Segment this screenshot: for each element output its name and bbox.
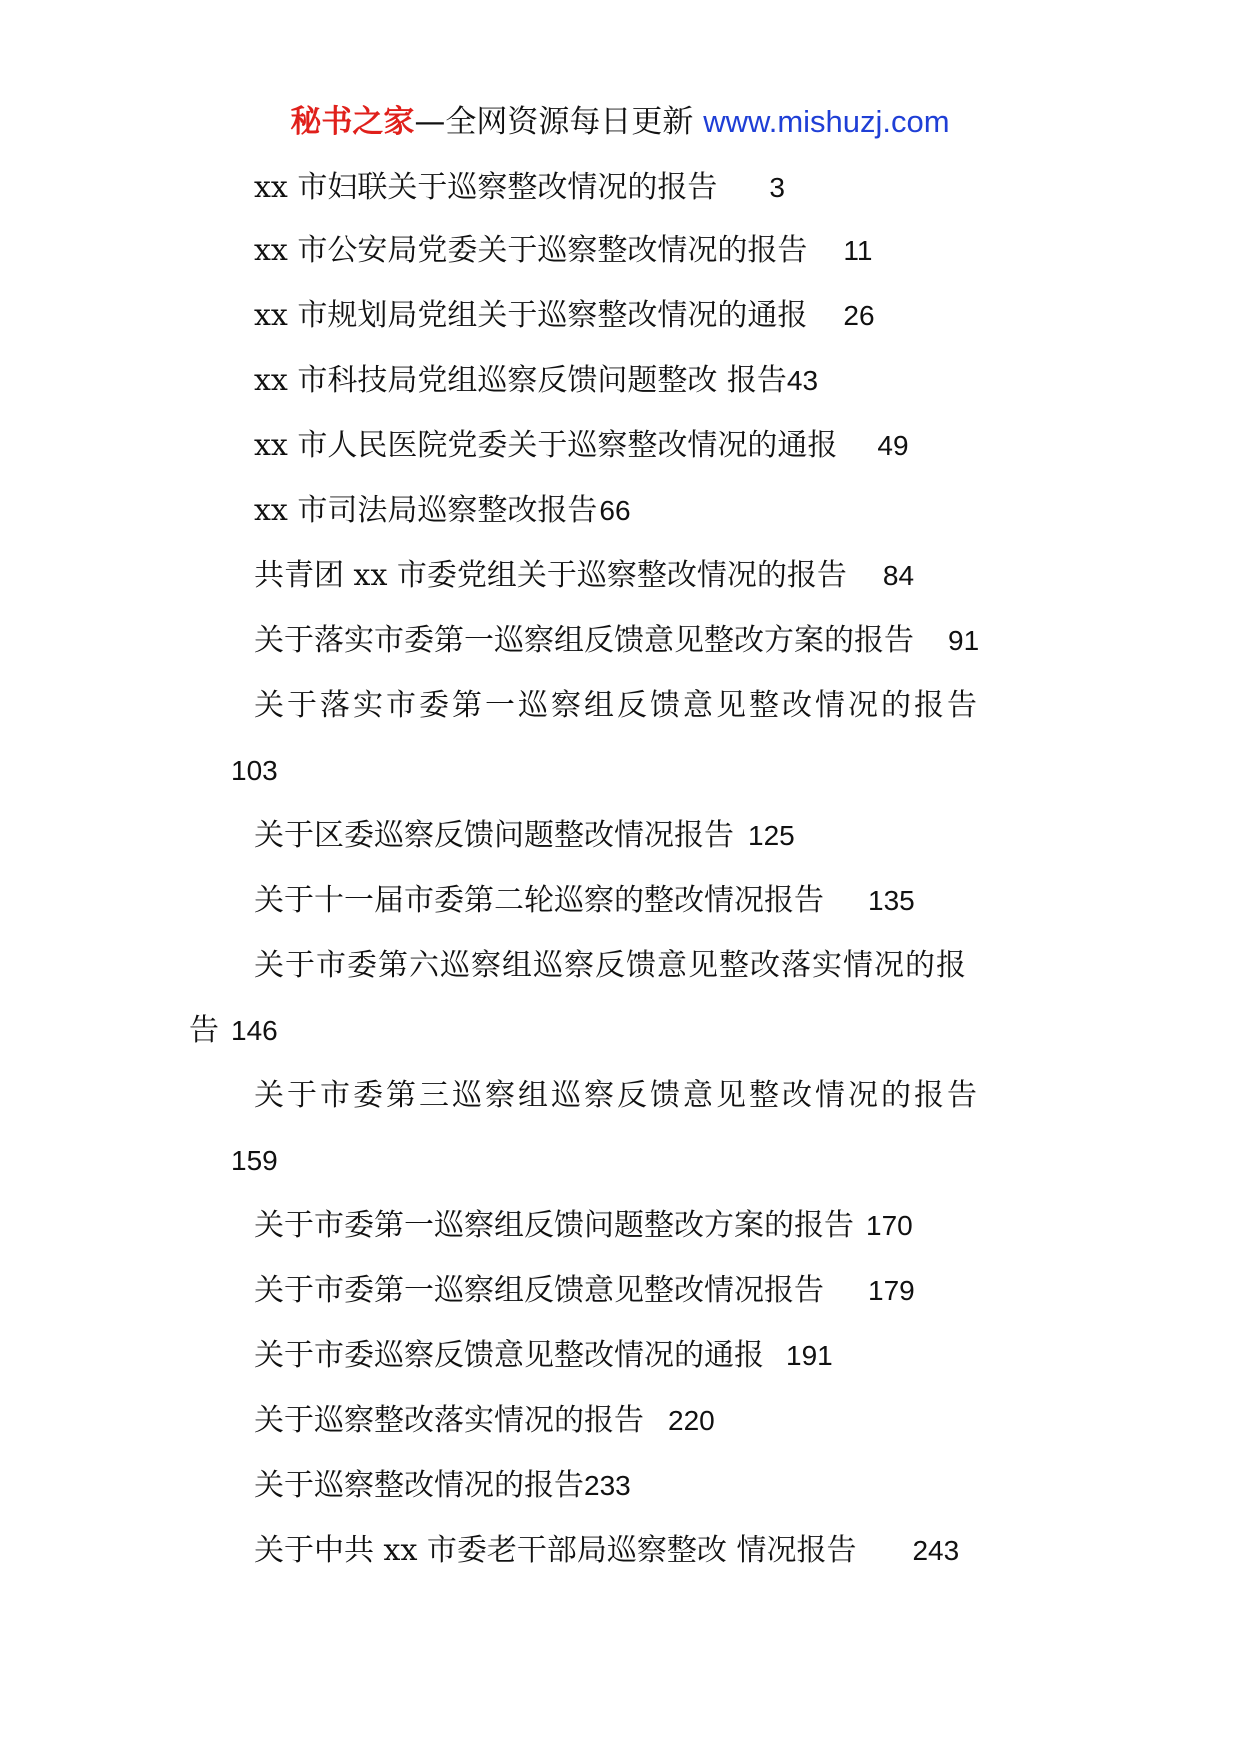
toc-title: 关于市委第六巡察组巡察反馈意见整改落实情况的报 (254, 948, 967, 983)
toc-entry[interactable] (254, 1336, 833, 1376)
toc-entry-continuation (189, 1011, 278, 1051)
toc-entry[interactable] (254, 1531, 959, 1571)
toc-entry[interactable] (254, 1206, 913, 1246)
toc-title: 共青团 xx 市委党组关于巡察整改情况的报告 (254, 558, 847, 593)
toc-entry[interactable] (254, 556, 914, 596)
toc-entry[interactable] (254, 1466, 631, 1506)
toc-title: xx 市司法局巡察整改报告 (254, 493, 598, 528)
toc-page-number: 125 (748, 820, 795, 851)
toc-title: 关于巡察整改情况的报告 (254, 1468, 584, 1503)
toc-title: 关于市委第一巡察组反馈问题整改方案的报告 (254, 1208, 854, 1243)
header-tagline: —全网资源每日更新 (414, 104, 704, 140)
toc-page-number: 11 (843, 235, 873, 266)
toc-entry[interactable] (254, 816, 795, 856)
toc-title: 关于落实市委第一巡察组反馈意见整改情况的报告 (254, 688, 980, 723)
toc-page-number: 191 (786, 1340, 833, 1371)
toc-page-number: 103 (231, 755, 278, 786)
toc-page-number: 84 (882, 560, 915, 591)
site-url-link[interactable]: www.mishuzj.com (703, 104, 950, 139)
toc-page-number: 43 (786, 365, 819, 396)
toc-title: xx 市人民医院党委关于巡察整改情况的通报 (254, 428, 838, 463)
toc-entry-continuation (231, 751, 278, 791)
toc-title-continuation: 告 (189, 1013, 219, 1048)
toc-page-number: 233 (584, 1470, 631, 1501)
toc-title: 关于市委第一巡察组反馈意见整改情况报告 (254, 1273, 824, 1308)
toc-entry[interactable] (254, 168, 785, 208)
toc-title: 关于十一届市委第二轮巡察的整改情况报告 (254, 883, 824, 918)
toc-title: 关于区委巡察反馈问题整改情况报告 (254, 818, 734, 853)
toc-page-number: 179 (868, 1275, 915, 1306)
toc-entry[interactable] (254, 231, 872, 271)
brand-name: 秘书之家 (290, 104, 415, 140)
toc-title: xx 市科技局党组巡察反馈问题整改 报告 (254, 363, 787, 398)
toc-entry-continuation (231, 1141, 278, 1181)
toc-entry[interactable] (254, 1271, 915, 1311)
toc-page-number: 146 (231, 1015, 278, 1046)
toc-title: 关于落实市委第一巡察组反馈意见整改方案的报告 (254, 623, 914, 658)
toc-entry[interactable] (254, 1401, 715, 1441)
toc-entry[interactable] (254, 881, 915, 921)
toc-page-number: 66 (599, 495, 631, 526)
site-header (0, 100, 1240, 144)
toc-title: 关于市委巡察反馈意见整改情况的通报 (254, 1338, 764, 1373)
toc-page-number: 159 (231, 1145, 278, 1176)
toc-title: 关于市委第三巡察组巡察反馈意见整改情况的报告 (254, 1078, 980, 1113)
toc-entry[interactable] (254, 686, 980, 726)
toc-entry[interactable] (254, 296, 875, 336)
toc-title: xx 市妇联关于巡察整改情况的报告 (254, 170, 718, 205)
toc-entry[interactable] (254, 1076, 980, 1116)
toc-page-number: 91 (948, 625, 980, 656)
toc-entry[interactable] (254, 361, 818, 401)
toc-page-number: 135 (868, 885, 915, 916)
toc-entry[interactable] (254, 491, 631, 531)
toc-title: xx 市规划局党组关于巡察整改情况的通报 (254, 298, 808, 333)
toc-entry[interactable] (254, 426, 909, 466)
toc-page-number: 3 (769, 172, 785, 203)
toc-title: xx 市公安局党委关于巡察整改情况的报告 (254, 233, 808, 268)
toc-page-number: 49 (877, 430, 909, 461)
toc-title: 关于巡察整改落实情况的报告 (254, 1403, 644, 1438)
toc-page-number: 220 (668, 1405, 715, 1436)
toc-entry[interactable] (254, 621, 979, 661)
toc-title: 关于中共 xx 市委老干部局巡察整改 情况报告 (254, 1533, 857, 1568)
toc-page-number: 243 (912, 1535, 960, 1566)
toc-page-number: 170 (866, 1210, 913, 1241)
toc-entry[interactable] (254, 946, 967, 986)
toc-page-number: 26 (843, 300, 875, 331)
